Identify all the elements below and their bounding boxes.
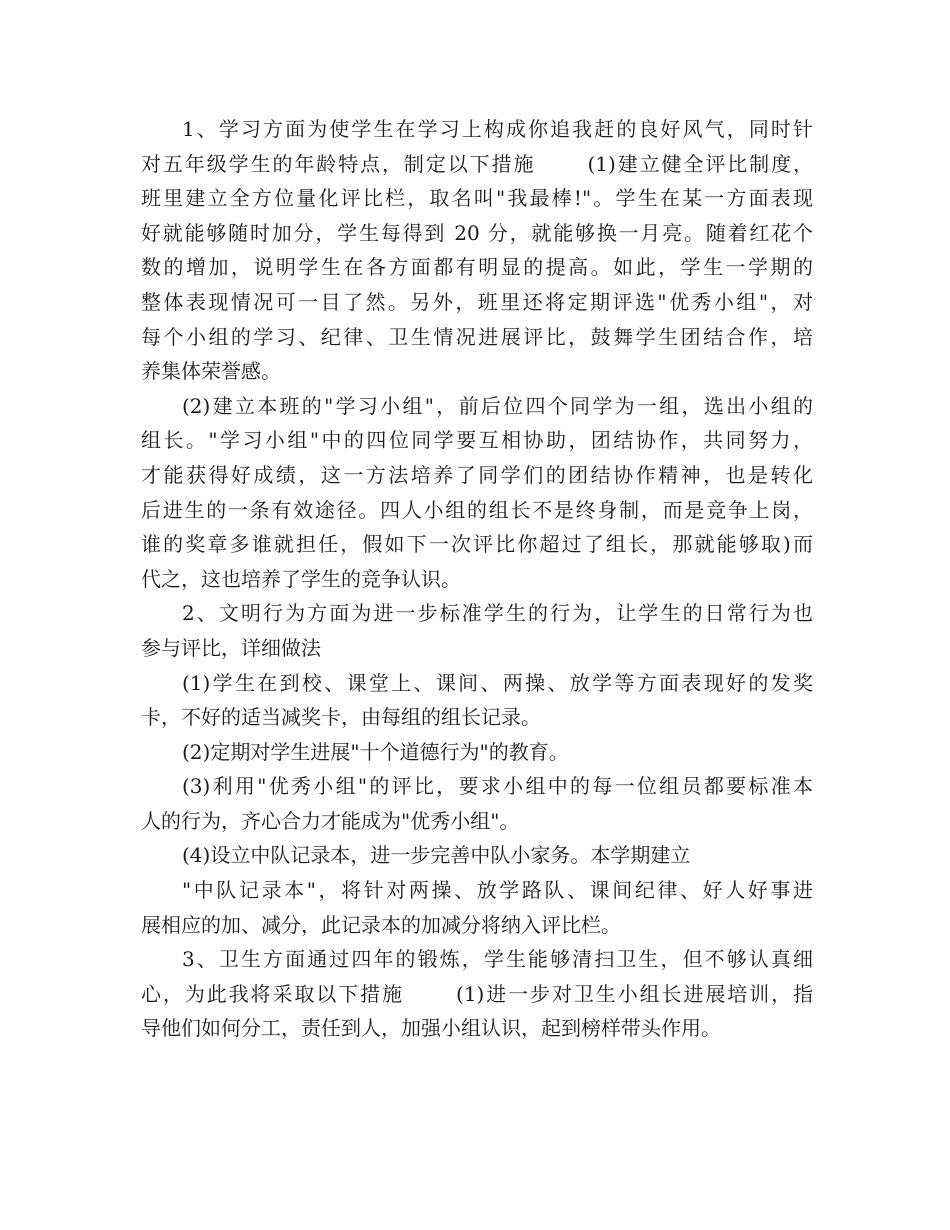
paragraph-line: 好就能够随时加分，学生每得到 20 分，就能够换一月亮。随着红花个	[141, 220, 813, 245]
paragraph-line: "中队记录本"，将针对两操、放学路队、课间纪律、好人好事进	[182, 878, 813, 903]
paragraph-line: 2、文明行为方面为进一步标准学生的行为，让学生的日常行为也	[182, 601, 813, 626]
paragraph-line: 后进生的一条有效途径。四人小组的组长不是终身制，而是竞争上岗，	[141, 497, 813, 522]
paragraph-line: 数的增加，说明学生在各方面都有明显的提高。如此，学生一学期的	[141, 255, 813, 280]
paragraph-line: (1)学生在到校、课堂上、课间、两操、放学等方面表现好的发奖	[182, 670, 813, 695]
paragraph-line: (3)利用"优秀小组"的评比，要求小组中的每一位组员都要标准本	[182, 774, 813, 799]
document-body	[141, 112, 813, 1046]
paragraph-line: 1、学习方面为使学生在学习上构成你追我赶的良好风气，同时针	[182, 117, 813, 141]
paragraph-line: 人的行为，齐心合力才能成为"优秀小组"。	[141, 808, 520, 833]
paragraph-line: 心，为此我将采取以下措施 (1)进一步对卫生小组长进展培训，指	[141, 981, 813, 1006]
paragraph-line: 才能获得好成绩，这一方法培养了同学们的团结协作精神，也是转化	[141, 462, 813, 487]
paragraph-line: 班里建立全方位量化评比栏，取名叫"我最棒!"。学生在某一方面表现	[141, 186, 813, 211]
paragraph-line: 卡，不好的适当减奖卡，由每组的组长记录。	[141, 705, 541, 730]
paragraph-line: 整体表现情况可一目了然。另外，班里还将定期评选"优秀小组"，对	[141, 289, 813, 314]
paragraph-line: 参与评比，详细做法	[141, 635, 321, 660]
paragraph-line: (2)建立本班的"学习小组"，前后位四个同学为一组，选出小组的	[182, 393, 813, 418]
paragraph-line: (4)设立中队记录本，进一步完善中队小家务。本学期建立	[182, 843, 691, 868]
paragraph-line: 谁的奖章多谁就担任，假如下一次评比你超过了组长，那就能够取)而	[141, 532, 813, 557]
paragraph-line: 展相应的加、减分，此记录本的加减分将纳入评比栏。	[141, 912, 621, 937]
paragraph-line: 代之，这也培养了学生的竞争认识。	[141, 566, 461, 591]
paragraph-line: (2)定期对学生进展"十个道德行为"的教育。	[182, 739, 569, 764]
paragraph-line: 养集体荣誉感。	[141, 359, 281, 384]
paragraph-line: 3、卫生方面通过四年的锻炼，学生能够清扫卫生，但不够认真细	[182, 947, 813, 972]
paragraph-line: 每个小组的学习、纪律、卫生情况进展评比，鼓舞学生团结合作，培	[141, 324, 813, 349]
paragraph-line: 导他们如何分工，责任到人，加强小组认识，起到榜样带头作用。	[141, 1016, 721, 1041]
paragraph-line: 对五年级学生的年龄特点，制定以下措施 (1)建立健全评比制度，	[141, 151, 813, 176]
paragraph-line: 组长。"学习小组"中的四位同学要互相协助，团结协作，共同努力，	[141, 428, 813, 453]
